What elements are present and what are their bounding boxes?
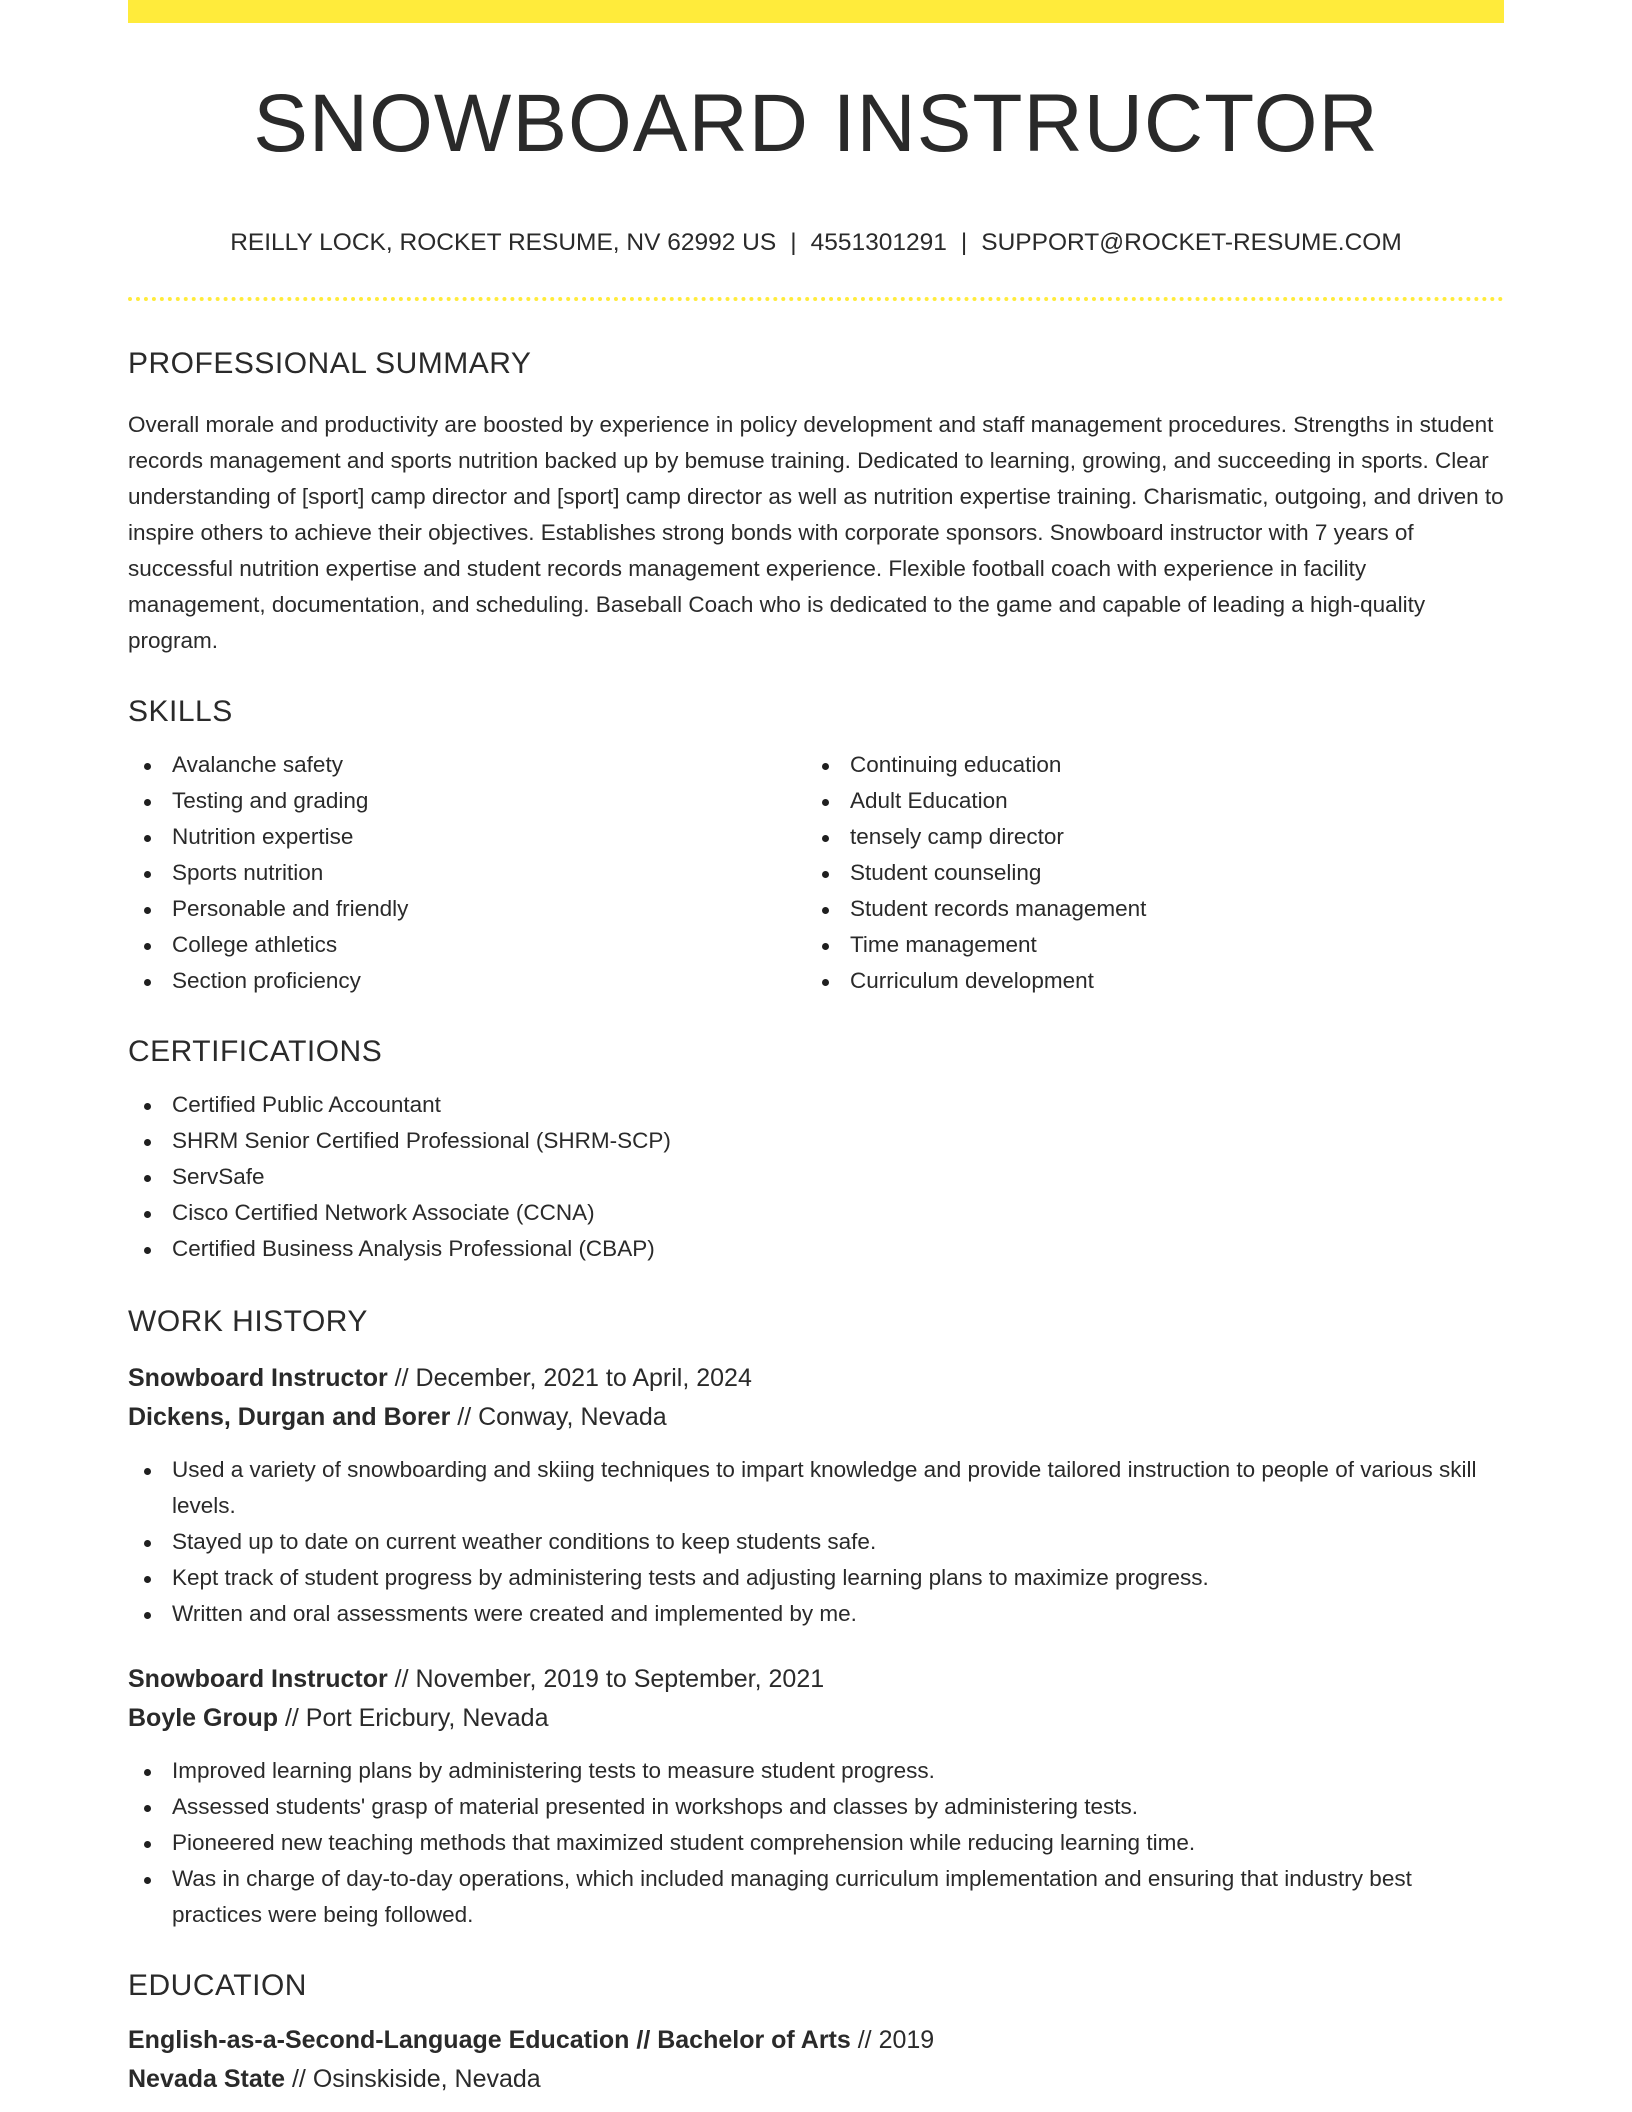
list-item: Time management — [806, 927, 1484, 963]
list-item: Continuing education — [806, 747, 1484, 783]
list-item: Used a variety of snowboarding and skiing techniques to impart knowledge and provide tailored instruction to people of various skill levels. — [128, 1452, 1504, 1524]
list-item: tensely camp director — [806, 819, 1484, 855]
contact-line — [128, 231, 1504, 256]
contact-location: REILLY LOCK, ROCKET RESUME, NV 62992 US — [230, 229, 777, 256]
list-item: Avalanche safety — [128, 747, 806, 783]
job-duties-list — [128, 1753, 1504, 1933]
education-school: Nevada State — [128, 2064, 286, 2093]
resume-page — [128, 0, 1504, 2099]
contact-separator: | — [790, 229, 797, 256]
summary-text: Overall morale and productivity are boosted by experience in policy development and staff management procedures. Strengths in student records management and sports nutrition backed up by bemuse training. Dedicated to learning, growing, and succeeding in sports. Clear understanding of [sport] camp director and [sport] camp director as well as nutrition expertise training. Charismatic, outgoing, and driven to inspire others to achieve their objectives. Establishes strong bonds with corporate sponsors. Snowboard instructor with 7 years of successful nutrition expertise and student records management experience. Flexible football coach with experience in facility management, documentation, and scheduling. Baseball Coach who is dedicated to the game and capable of leading a high-quality program. — [128, 411, 1504, 653]
job-company: Dickens, Durgan and Borer — [128, 1402, 451, 1431]
education-degree: English-as-a-Second-Language Education // Bachelor of Arts — [128, 2025, 851, 2054]
job-entry — [128, 1359, 1504, 1632]
job-dates: // December, 2021 to April, 2024 — [387, 1363, 752, 1392]
job-role-line — [128, 1660, 1504, 1699]
job-location: // Port Ericbury, Nevada — [278, 1703, 549, 1732]
resume-title: SNOWBOARD INSTRUCTOR — [253, 78, 1379, 169]
list-item: Was in charge of day-to-day operations, which included managing curriculum implementation and ensuring that industry best practices were being followed. — [128, 1861, 1504, 1933]
job-location: // Conway, Nevada — [450, 1402, 667, 1431]
accent-top-bar — [128, 0, 1504, 23]
job-company-line — [128, 1398, 1504, 1437]
list-item: Nutrition expertise — [128, 819, 806, 855]
certifications-heading: CERTIFICATIONS — [128, 1034, 383, 1068]
education-year: // 2019 — [850, 2025, 935, 2054]
job-company: Boyle Group — [128, 1703, 279, 1732]
skills-left-list — [128, 747, 806, 999]
education-location: // Osinskiside, Nevada — [285, 2064, 541, 2093]
job-role: Snowboard Instructor — [128, 1363, 388, 1392]
skills-columns — [128, 747, 1504, 999]
education-heading: EDUCATION — [128, 1968, 307, 2002]
contact-phone: 4551301291 — [810, 229, 947, 256]
list-item: ServSafe — [128, 1159, 1504, 1195]
job-role: Snowboard Instructor — [128, 1664, 388, 1693]
list-item: Adult Education — [806, 783, 1484, 819]
education-school-line — [128, 2060, 1504, 2099]
list-item: Student counseling — [806, 855, 1484, 891]
list-item: Student records management — [806, 891, 1484, 927]
job-dates: // November, 2019 to September, 2021 — [387, 1664, 825, 1693]
certifications-list — [128, 1087, 1504, 1267]
list-item: Stayed up to date on current weather conditions to keep students safe. — [128, 1524, 1504, 1560]
education-entry — [128, 2021, 1504, 2099]
list-item: Written and oral assessments were created and implemented by me. — [128, 1596, 1504, 1632]
summary-heading: PROFESSIONAL SUMMARY — [128, 346, 532, 380]
skills-right-list — [806, 747, 1484, 999]
skills-heading: SKILLS — [128, 694, 233, 728]
list-item: Certified Public Accountant — [128, 1087, 1504, 1123]
list-item: Improved learning plans by administering tests to measure student progress. — [128, 1753, 1504, 1789]
job-entry — [128, 1660, 1504, 1933]
list-item: Kept track of student progress by administering tests and adjusting learning plans to maximize progress. — [128, 1560, 1504, 1596]
list-item: Cisco Certified Network Associate (CCNA) — [128, 1195, 1504, 1231]
education-degree-line — [128, 2021, 1504, 2060]
job-duties-list — [128, 1452, 1504, 1632]
list-item: Section proficiency — [128, 963, 806, 999]
list-item: Testing and grading — [128, 783, 806, 819]
list-item: College athletics — [128, 927, 806, 963]
work-history-heading: WORK HISTORY — [128, 1304, 368, 1338]
list-item: Assessed students' grasp of material presented in workshops and classes by administering tests. — [128, 1789, 1504, 1825]
dotted-divider — [128, 297, 1504, 301]
job-company-line — [128, 1699, 1504, 1738]
contact-email: SUPPORT@ROCKET-RESUME.COM — [981, 229, 1402, 256]
list-item: Personable and friendly — [128, 891, 806, 927]
list-item: Pioneered new teaching methods that maximized student comprehension while reducing learning time. — [128, 1825, 1504, 1861]
list-item: Sports nutrition — [128, 855, 806, 891]
job-role-line — [128, 1359, 1504, 1398]
contact-separator: | — [960, 229, 968, 256]
list-item: Curriculum development — [806, 963, 1484, 999]
list-item: SHRM Senior Certified Professional (SHRM-SCP) — [128, 1123, 1504, 1159]
list-item: Certified Business Analysis Professional (CBAP) — [128, 1231, 1504, 1267]
